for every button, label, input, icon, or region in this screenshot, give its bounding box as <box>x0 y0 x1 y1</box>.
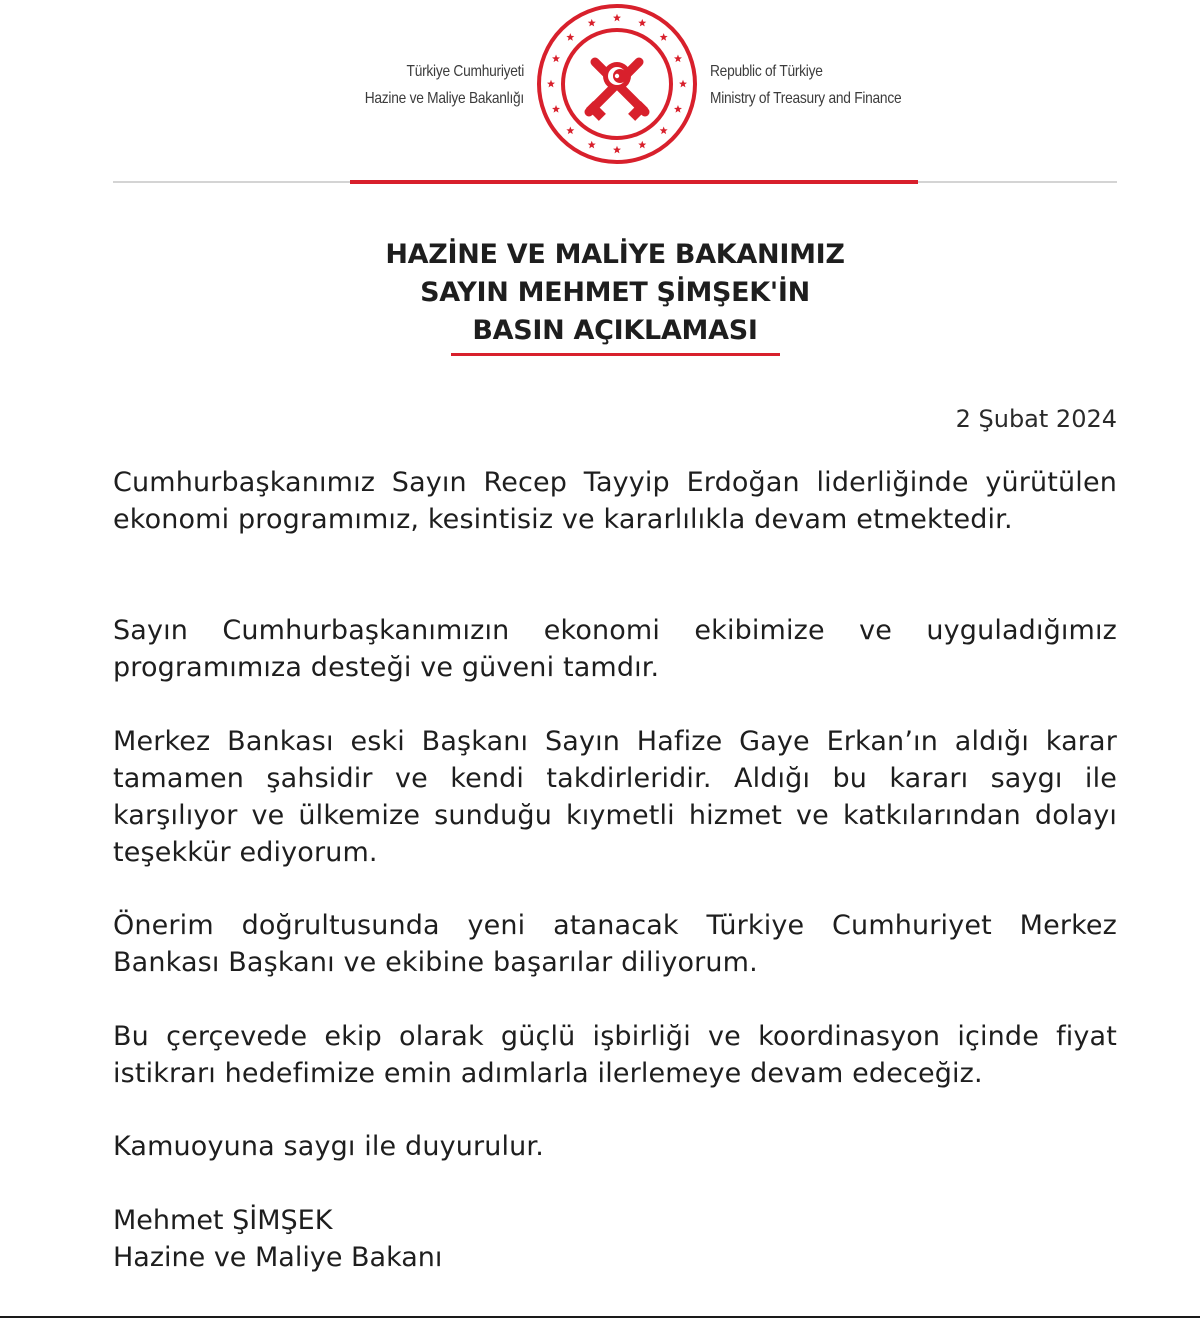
seal-star-icon <box>660 126 668 134</box>
seal-star-icon <box>547 80 555 88</box>
document-title <box>0 236 1200 350</box>
ministry-en-line2: Ministry of Treasury and Finance <box>710 90 902 107</box>
seal-star-icon <box>638 19 646 27</box>
ministry-name-english <box>710 58 968 112</box>
seal-star-icon <box>613 146 621 154</box>
seal-star-icon <box>552 55 560 63</box>
ministry-tr-line2: Hazine ve Maliye Bakanlığı <box>364 90 524 107</box>
document-date: 2 Şubat 2024 <box>955 405 1117 433</box>
ministry-en-line1: Republic of Türkiye <box>710 63 823 80</box>
ministry-tr-line1: Türkiye Cumhuriyeti <box>406 63 524 80</box>
title-line-3: BASIN AÇIKLAMASI <box>472 315 758 346</box>
seal-star-icon <box>674 105 682 113</box>
seal-star-icon <box>588 19 596 27</box>
seal-star-icon <box>566 126 574 134</box>
header-divider-accent <box>350 180 918 184</box>
title-underline <box>451 353 780 356</box>
title-line-2: SAYIN MEHMET ŞİMŞEK'İN <box>420 277 810 308</box>
paragraph-5: Bu çerçevede ekip olarak güçlü işbirliği ve koordinasyon içinde fiyat istikrarı hedefimize emin adımlarla ilerlemeye devam edeceğiz. <box>113 1021 1117 1089</box>
ministry-seal-icon <box>533 0 701 168</box>
paragraph-1: Cumhurbaşkanımız Sayın Recep Tayyip Erdoğan liderliğinde yürütülen ekonomi programımız, kesintisiz ve kararlılıkla devam etmektedir. <box>113 467 1117 535</box>
seal-star-icon <box>660 33 668 41</box>
paragraph-2: Sayın Cumhurbaşkanımızın ekonomi ekibimize ve uyguladığımız programımıza desteği ve güveni tamdır. <box>113 615 1117 683</box>
paragraph-6: Kamuoyuna saygı ile duyurulur. <box>113 1131 544 1162</box>
signature-position: Hazine ve Maliye Bakanı <box>113 1242 443 1273</box>
seal-star-icon <box>679 80 687 88</box>
title-line-1: HAZİNE VE MALİYE BAKANIMIZ <box>385 239 845 270</box>
ministry-name-turkish <box>266 58 524 112</box>
signature-block <box>113 1202 442 1276</box>
seal-star-icon <box>588 141 596 149</box>
seal-star-icon <box>552 105 560 113</box>
paragraph-4: Önerim doğrultusunda yeni atanacak Türkiye Cumhuriyet Merkez Bankası Başkanı ve ekibine başarılar diliyorum. <box>113 910 1117 978</box>
seal-star-icon <box>566 33 574 41</box>
seal-star-icon <box>674 55 682 63</box>
seal-star-icon <box>613 14 621 22</box>
seal-star-icon <box>638 141 646 149</box>
paragraph-3: Merkez Bankası eski Başkanı Sayın Hafize Gaye Erkan’ın aldığı karar tamamen şahsidir ve kendi takdirleridir. Aldığı bu kararı saygı ile karşılıyor ve ülkemize sunduğu kıymetli hizmet ve katkılarından dolayı teşekkür ediyorum. <box>113 726 1117 868</box>
signature-name: Mehmet ŞİMŞEK <box>113 1205 333 1236</box>
